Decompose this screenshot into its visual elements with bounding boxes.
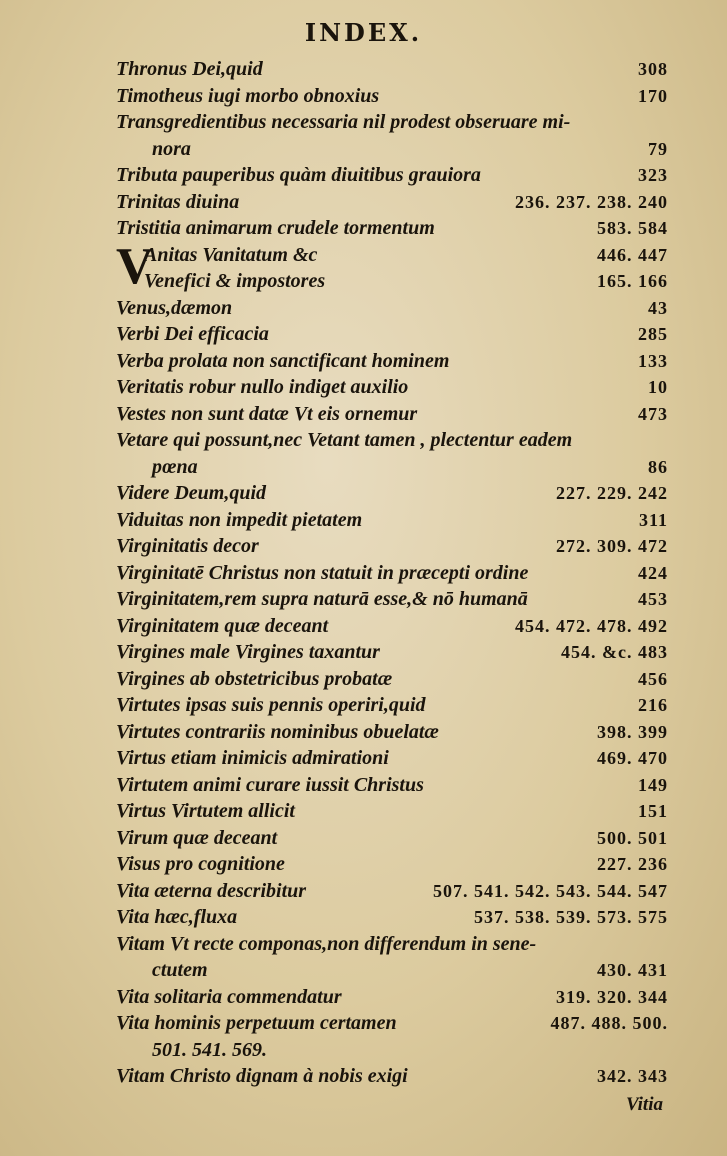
index-entry bbox=[116, 189, 668, 216]
entry-text: Virtus etiam inimicis admirationi bbox=[116, 747, 389, 769]
entry-pages: 285 bbox=[638, 324, 668, 344]
entry-text: Virtutes ipsas suis pennis operiri,quid bbox=[116, 694, 426, 716]
drop-cap: V bbox=[116, 238, 154, 295]
index-entry bbox=[116, 401, 668, 428]
entry-pages: 398. 399 bbox=[597, 721, 668, 742]
entry-text: Virginitatem,rem supra naturā esse,& nō humanā bbox=[116, 588, 528, 610]
entry-pages: 473 bbox=[638, 403, 668, 424]
index-entry bbox=[116, 427, 668, 454]
entry-text: Virtutem animi curare iussit Christus bbox=[116, 773, 424, 796]
entry-text: Verba prolata non sanctificant hominem bbox=[116, 349, 450, 372]
entry-pages: 149 bbox=[638, 774, 668, 795]
index-entry bbox=[116, 878, 668, 905]
index-entry bbox=[116, 321, 668, 348]
index-entry bbox=[116, 745, 668, 772]
entry-text: 501. 541. 569. bbox=[152, 1038, 267, 1061]
index-entry bbox=[116, 586, 668, 613]
entry-text: Transgredientibus necessaria nil prodest obseruare mi- bbox=[116, 111, 571, 133]
entry-text: Vita æterna describitur bbox=[116, 879, 307, 902]
entry-pages: 424 bbox=[638, 562, 668, 583]
entry-pages: 446. 447 bbox=[597, 244, 668, 265]
entry-text: Virgines ab obstetricibus probatæ bbox=[116, 667, 393, 690]
index-entry bbox=[116, 215, 668, 242]
catchword: Vitia bbox=[626, 1094, 663, 1115]
entry-pages: 456 bbox=[638, 668, 668, 689]
index-entry bbox=[116, 904, 668, 931]
index-entry bbox=[116, 1010, 668, 1037]
entry-text: Veritatis robur nullo indiget auxilio bbox=[116, 376, 409, 398]
entry-pages: 430. 431 bbox=[597, 960, 668, 980]
index-entry bbox=[116, 851, 668, 878]
entry-text: Venefici & impostores bbox=[144, 270, 326, 292]
entry-text: Virum quæ deceant bbox=[116, 826, 278, 849]
index-entry bbox=[116, 242, 668, 269]
index-entry bbox=[116, 507, 668, 534]
entry-pages: 10 bbox=[648, 377, 668, 397]
index-entries bbox=[116, 56, 668, 1090]
index-entry bbox=[116, 984, 668, 1011]
entry-text: Vetare qui possunt,nec Vetant tamen , plectentur eadem bbox=[116, 429, 573, 451]
index-entry bbox=[116, 1037, 668, 1064]
entry-text: Vitam Christo dignam à nobis exigi bbox=[116, 1065, 408, 1087]
entry-text: Thronus Dei,quid bbox=[116, 58, 263, 80]
entry-text: Virtus Virtutem allicit bbox=[116, 800, 295, 822]
entry-text: Vita solitaria commendatur bbox=[116, 985, 342, 1008]
index-entry bbox=[116, 109, 668, 136]
index-entry bbox=[116, 613, 668, 640]
entry-text: Vestes non sunt datæ Vt eis ornemur bbox=[116, 402, 418, 425]
index-entry bbox=[116, 348, 668, 375]
entry-pages: 236. 237. 238. 240 bbox=[515, 191, 668, 212]
entry-pages: 583. 584 bbox=[597, 218, 668, 238]
index-entry bbox=[116, 798, 668, 825]
index-entry bbox=[116, 560, 668, 587]
entry-text: Verbi Dei efficacia bbox=[116, 323, 269, 345]
entry-text: Tributa pauperibus quàm diuitibus grauiora bbox=[116, 164, 481, 186]
entry-pages: 453 bbox=[638, 589, 668, 609]
entry-text: Timotheus iugi morbo obnoxius bbox=[116, 84, 380, 107]
entry-pages: 500. 501 bbox=[597, 827, 668, 848]
entry-text: pœna bbox=[152, 455, 198, 478]
index-entry bbox=[116, 1063, 668, 1090]
entry-pages: 487. 488. 500. bbox=[550, 1013, 668, 1033]
entry-text: Tristitia animarum crudele tormentum bbox=[116, 217, 435, 239]
index-entry bbox=[116, 639, 668, 666]
index-entry bbox=[116, 825, 668, 852]
entry-pages: 79 bbox=[648, 138, 668, 159]
entry-text: Virginitatē Christus non statuit in præcepti ordine bbox=[116, 561, 529, 584]
index-entry bbox=[116, 719, 668, 746]
entry-pages: 342. 343 bbox=[597, 1066, 668, 1086]
entry-text: Virgines male Virgines taxantur bbox=[116, 641, 380, 663]
entry-pages: 165. 166 bbox=[597, 271, 668, 291]
index-entry bbox=[116, 162, 668, 189]
index-entry bbox=[116, 480, 668, 507]
entry-text: Venus,dæmon bbox=[116, 296, 233, 319]
entry-text: Virginitatis decor bbox=[116, 535, 259, 557]
entry-pages: 216 bbox=[638, 695, 668, 715]
entry-pages: 227. 229. 242 bbox=[556, 483, 668, 503]
entry-text: Vita hominis perpetuum certamen bbox=[116, 1012, 397, 1034]
index-entry bbox=[116, 454, 668, 481]
index-entry bbox=[116, 931, 668, 958]
entry-pages: 151 bbox=[638, 801, 668, 821]
entry-pages: 170 bbox=[638, 85, 668, 106]
index-entry bbox=[116, 295, 668, 322]
entry-pages: 537. 538. 539. 573. 575 bbox=[474, 907, 668, 927]
entry-pages: 507. 541. 542. 543. 544. 547 bbox=[433, 880, 668, 901]
entry-pages: 86 bbox=[648, 456, 668, 477]
entry-pages: 469. 470 bbox=[597, 748, 668, 768]
index-entry bbox=[116, 374, 668, 401]
entry-text: Virginitatem quæ deceant bbox=[116, 614, 329, 637]
entry-text: Visus pro cognitione bbox=[116, 853, 285, 875]
index-entry bbox=[116, 666, 668, 693]
index-entry bbox=[116, 56, 668, 83]
index-entry bbox=[116, 136, 668, 163]
index-entry bbox=[116, 268, 668, 295]
index-entry bbox=[116, 772, 668, 799]
entry-pages: 308 bbox=[638, 59, 668, 79]
entry-pages: 133 bbox=[638, 350, 668, 371]
entry-text: Virtutes contrariis nominibus obuelatæ bbox=[116, 720, 439, 743]
entry-text: ctutem bbox=[152, 959, 208, 981]
entry-pages: 272. 309. 472 bbox=[556, 536, 668, 556]
entry-pages: 227. 236 bbox=[597, 854, 668, 874]
entry-text: Videre Deum,quid bbox=[116, 482, 267, 504]
entry-text: Anitas Vanitatum &c bbox=[144, 243, 318, 266]
entry-text: Trinitas diuina bbox=[116, 190, 240, 213]
index-entry bbox=[116, 533, 668, 560]
index-entry bbox=[116, 692, 668, 719]
entry-pages: 311 bbox=[638, 509, 668, 530]
entry-pages: 43 bbox=[648, 297, 668, 318]
entry-pages: 454. &c. 483 bbox=[561, 642, 668, 662]
entry-text: Vita hæc,fluxa bbox=[116, 906, 238, 928]
entry-text: Viduitas non impedit pietatem bbox=[116, 508, 363, 531]
page-header: INDEX. bbox=[304, 18, 423, 47]
index-entry bbox=[116, 83, 668, 110]
entry-text: nora bbox=[152, 137, 191, 160]
entry-pages: 323 bbox=[638, 165, 668, 185]
entry-text: Vitam Vt recte componas,non differendum in sene- bbox=[116, 932, 537, 955]
entry-pages: 319. 320. 344 bbox=[556, 986, 668, 1007]
entry-pages: 454. 472. 478. 492 bbox=[515, 615, 668, 636]
index-entry bbox=[116, 957, 668, 984]
